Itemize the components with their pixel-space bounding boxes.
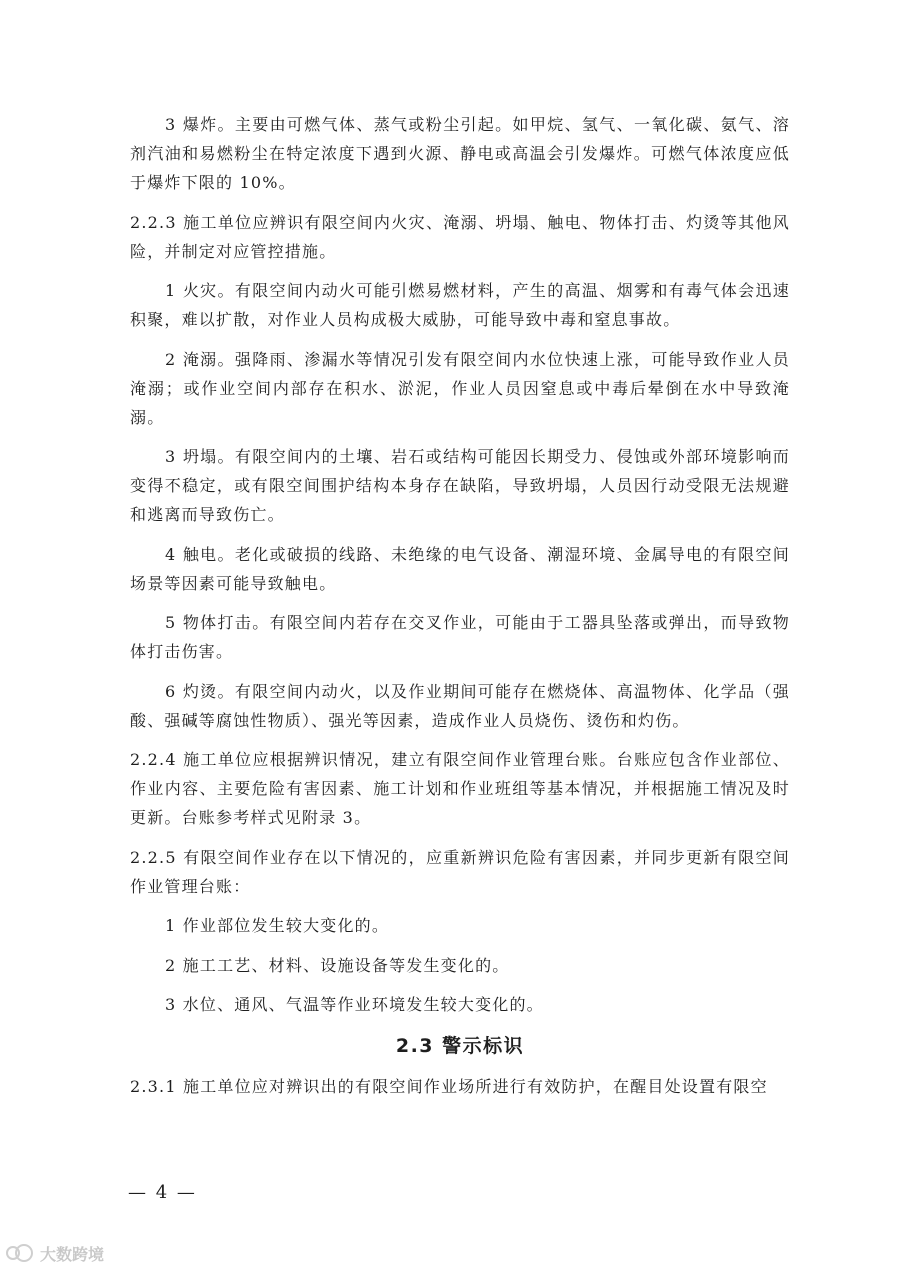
- page-number: — 4 —: [128, 1182, 197, 1203]
- paragraph-electric-shock: 4 触电。老化或破损的线路、未绝缘的电气设备、潮湿环境、金属导电的有限空间场景等因素可能导致触电。: [130, 544, 790, 593]
- paragraph-fire: 1 火灾。有限空间内动火可能引燃易燃材料，产生的高温、烟雾和有毒气体会迅速积聚，难以扩散，对作业人员构成极大威胁，可能导致中毒和窒息事故。: [130, 281, 790, 329]
- list-item-2: 2 施工工艺、材料、设施设备等发生变化的。: [165, 955, 510, 975]
- paragraph-burns: 6 灼烫。有限空间内动火，以及作业期间可能存在燃烧体、高温物体、化学品（强酸、强碱等腐蚀性物质）、强光等因素，造成作业人员烧伤、烫伤和灼伤。: [130, 681, 790, 730]
- watermark-text: 大数跨境: [40, 1244, 105, 1264]
- paragraph-explosion: 3 爆炸。主要由可燃气体、蒸气或粉尘引起。如甲烷、氢气、一氧化碳、氨气、溶剂汽油和易燃粉尘在特定浓度下遇到火源、静电或高温会引发爆炸。可燃气体浓度应低于爆炸下限的 10%。: [130, 115, 790, 192]
- list-item-1: 1 作业部位发生较大变化的。: [165, 916, 390, 935]
- watermark-logo-icon: [6, 1244, 34, 1262]
- list-item-3: 3 水位、通风、气温等作业环境发生较大变化的。: [165, 995, 544, 1014]
- clause-2-2-3: 2.2.3 施工单位应辨识有限空间内火灾、淹溺、坍塌、触电、物体打击、灼烫等其他风险，并制定对应管控措施。: [130, 212, 790, 261]
- document-body: [130, 110, 790, 1101]
- clause-2-2-5: 2.2.5 有限空间作业存在以下情况的，应重新辨识危险有害因素，并同步更新有限空间作业管理台账：: [130, 847, 790, 896]
- paragraph-collapse: 3 坍塌。有限空间内的土壤、岩石或结构可能因长期受力、侵蚀或外部环境影响而变得不稳定，或有限空间围护结构本身存在缺陷，导致坍塌，人员因行动受限无法规避和逃离而导致伤亡。: [130, 447, 790, 524]
- clause-2-3-1: 2.3.1 施工单位应对辨识出的有限空间作业场所进行有效防护，在醒目处设置有限空: [130, 1076, 768, 1096]
- watermark: [6, 1240, 104, 1266]
- clause-2-2-4: 2.2.4 施工单位应根据辨识情况，建立有限空间作业管理台账。台账应包含作业部位、作业内容、主要危险有害因素、施工计划和作业班组等基本情况，并根据施工情况及时更新。台账参考样式见附录 3。: [130, 750, 790, 827]
- paragraph-drowning: 2 淹溺。强降雨、渗漏水等情况引发有限空间内水位快速上涨，可能导致作业人员淹溺；或作业空间内部存在积水、淤泥，作业人员因窒息或中毒后晕倒在水中导致淹溺。: [130, 349, 790, 427]
- paragraph-object-strike: 5 物体打击。有限空间内若存在交叉作业，可能由于工器具坠落或弹出，而导致物体打击伤害。: [130, 613, 790, 661]
- section-heading: 2.3 警示标识: [395, 1034, 525, 1057]
